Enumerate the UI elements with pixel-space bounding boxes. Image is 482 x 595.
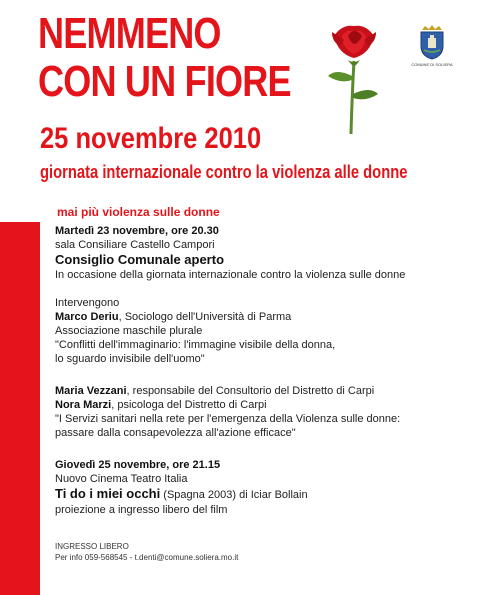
- speaker-2-name: Maria Vezzani: [55, 385, 127, 397]
- entry-note: INGRESSO LIBERO: [55, 542, 129, 551]
- event-date: 25 novembre 2010: [40, 122, 262, 155]
- speaker-1-talk-line-2: lo sguardo invisibile dell'uomo": [55, 353, 205, 365]
- red-rose-icon: [318, 6, 388, 136]
- title-line-1: NEMMENO: [38, 9, 221, 58]
- municipality-label: COMUNE DI SOLIERA: [411, 62, 453, 67]
- event-1: [55, 224, 405, 282]
- event-1-where: sala Consiliare Castello Campori: [55, 239, 215, 251]
- event-2: [55, 458, 308, 517]
- speakers-section-2: [55, 384, 400, 440]
- event-2-desc: proiezione a ingresso libero del film: [55, 504, 228, 516]
- event-2-when: Giovedì 25 novembre, ore 21.15: [55, 459, 221, 471]
- speaker-1-talk-line-1: "Conflitti dell'immaginario: l'immagine visibile della donna,: [55, 339, 336, 351]
- event-1-name: Consiglio Comunale aperto: [55, 252, 225, 267]
- film-title: Ti do i miei occhi: [55, 486, 161, 501]
- info-contact: Per info 059-568545 - t.denti@comune.soliera.mo.it: [55, 553, 239, 562]
- speaker-1-role: , Sociologo dell'Università di Parma: [118, 311, 292, 323]
- event-1-desc: In occasione della giornata internazionale contro la violenza sulle donne: [55, 269, 406, 281]
- speakers-section: [55, 296, 335, 366]
- red-side-bar: [0, 222, 40, 595]
- event-2-film: [55, 486, 308, 503]
- speaker-1: [55, 310, 335, 324]
- speaker-2-role: , responsabile del Consultorio del Distretto di Carpi: [126, 385, 375, 397]
- tagline: mai più violenza sulle donne: [57, 205, 220, 219]
- footer: [55, 541, 238, 563]
- event-2-where: Nuovo Cinema Teatro Italia: [55, 473, 188, 485]
- film-info: (Spagna 2003) di Iciar Bollain: [160, 489, 308, 501]
- speaker-3-talk-line-1: "I Servizi sanitari nella rete per l'emergenza della Violenza sulle donne:: [55, 413, 401, 425]
- speaker-2: [55, 384, 400, 398]
- event-1-when: Martedì 23 novembre, ore 20.30: [55, 225, 219, 237]
- speaker-3: [55, 398, 400, 412]
- speaker-3-name: Nora Marzi: [55, 399, 112, 411]
- subtitle: giornata internazionale contro la violenza alle donne: [40, 162, 408, 182]
- title-line-2: CON UN FIORE: [38, 57, 291, 106]
- speakers-intro: Intervengono: [55, 297, 120, 309]
- speaker-1-association: Associazione maschile plurale: [55, 325, 203, 337]
- speaker-1-name: Marco Deriu: [55, 311, 119, 323]
- speaker-3-role: , psicologa del Distretto di Carpi: [111, 399, 267, 411]
- speaker-3-talk-line-2: passare dalla consapevolezza all'azione efficace": [55, 427, 296, 439]
- municipal-crest-icon: [418, 24, 446, 60]
